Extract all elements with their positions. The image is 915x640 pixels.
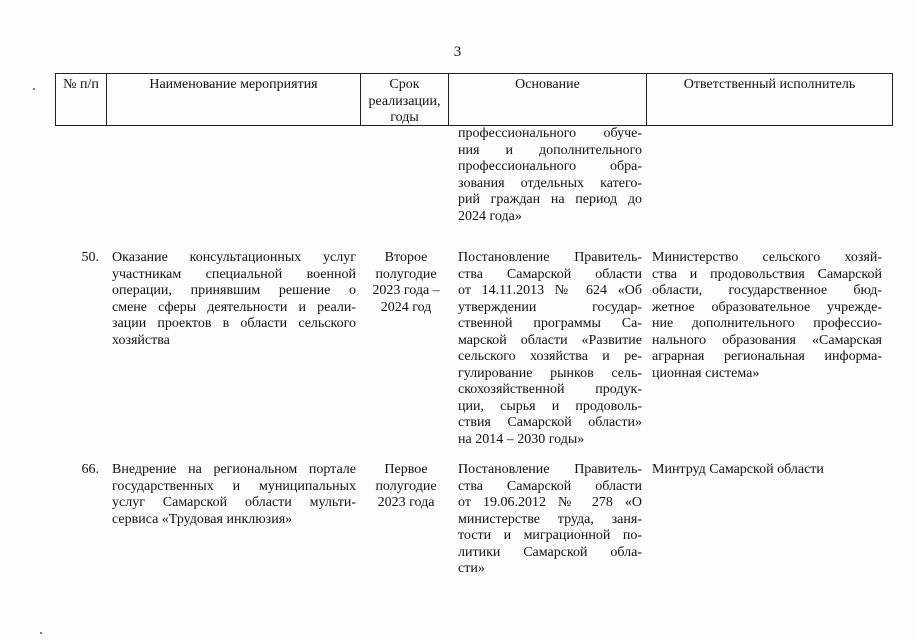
text-line: от 14.11.2013 № 624 «Об — [458, 283, 642, 298]
row-responsible — [652, 462, 882, 479]
text-line: области, государственное бюд- — [652, 283, 882, 298]
text-line: ственной программы Са- — [458, 316, 642, 331]
page-number: 3 — [453, 44, 462, 60]
row-responsible — [652, 250, 882, 382]
text-line: государственных и муниципальных — [112, 478, 356, 494]
text-line: 2024 год — [380, 299, 432, 315]
text-line: ствия Самарской области» — [458, 415, 642, 430]
text-line: зования отдельных катего- — [458, 175, 642, 191]
text-line: сти» — [458, 561, 485, 576]
row-term — [362, 462, 450, 512]
text-line: скохозяйственной продук- — [458, 382, 642, 397]
text-line: хозяйства — [112, 332, 170, 348]
row-number: 66. — [81, 462, 99, 477]
text-line: Внедрение на региональном портале — [112, 462, 356, 477]
text-line: ства Самарской области — [458, 266, 642, 282]
text-line: ства и продовольствия Самарской — [652, 266, 882, 282]
text-line: ние дополнительного профессио- — [652, 316, 882, 331]
text-line: сервиса «Трудовая инклюзия» — [112, 511, 293, 527]
text-line: Постановление Правитель- — [458, 462, 642, 477]
text-line: 2023 года — [377, 495, 435, 510]
text-line: полугодие — [375, 266, 437, 282]
text-line: ния и дополнительного — [458, 142, 642, 158]
text-line: ционная система» — [652, 365, 760, 381]
row-basis — [458, 250, 642, 448]
text-line: профессионального обра- — [458, 159, 642, 174]
text-line: утверждении государ- — [458, 299, 642, 315]
text-line: жетное образовательное учрежде- — [652, 299, 882, 315]
text-line: участникам специальной военной — [112, 266, 356, 282]
text-line: Первое — [384, 462, 428, 477]
carryover-basis — [458, 126, 642, 225]
text-line: аграрная региональная информа- — [652, 349, 882, 364]
header-num: № п/п — [55, 74, 106, 125]
row-name — [112, 250, 356, 349]
text-line: операции, принявшим решение о — [112, 283, 356, 298]
table-header — [55, 73, 893, 126]
text-line: гулирование рынков сель- — [458, 365, 642, 381]
text-line: полугодие — [375, 478, 437, 494]
scan-speck — [33, 88, 35, 90]
row-term — [362, 250, 450, 316]
header-basis: Основание — [448, 74, 646, 125]
row-name — [112, 462, 356, 528]
text-line: Министерство сельского хозяй- — [652, 250, 882, 265]
text-line: марской области «Развитие — [458, 332, 642, 348]
text-line: нального образования «Самарская — [652, 332, 882, 348]
text-line: Минтруд Самарской области — [652, 462, 824, 477]
header-responsible: Ответственный исполнитель — [646, 74, 893, 125]
text-line: Постановление Правитель- — [458, 250, 642, 265]
text-line: Оказание консультационных услуг — [112, 250, 356, 265]
text-line: Второе — [384, 250, 428, 265]
text-line: рий граждан на период до — [458, 192, 642, 207]
row-number: 50. — [81, 250, 99, 265]
text-line: тости и миграционной по- — [458, 528, 642, 543]
text-line: профессионального обуче- — [458, 126, 642, 141]
text-line: ства Самарской области — [458, 478, 642, 494]
text-line: смене сферы деятельности и реали- — [112, 299, 356, 315]
text-line: министерстве труда, заня- — [458, 511, 642, 527]
text-line: ции, сырья и продоволь- — [458, 398, 642, 414]
header-term: Срок реализации, годы — [360, 74, 448, 125]
text-line: зации проектов в области сельского — [112, 316, 356, 331]
text-line: 2023 года – — [372, 283, 440, 298]
row-basis — [458, 462, 642, 578]
text-line: сельского хозяйства и ре- — [458, 349, 642, 364]
scan-speck — [40, 632, 42, 634]
header-name: Наименование мероприятия — [106, 74, 360, 125]
text-line: 2024 года» — [458, 208, 522, 224]
text-line: услуг Самарской области мульти- — [112, 495, 356, 510]
text-line: литики Самарской обла- — [458, 544, 642, 560]
text-line: от 19.06.2012 № 278 «О — [458, 495, 642, 510]
text-line: на 2014 – 2030 годы» — [458, 431, 585, 447]
